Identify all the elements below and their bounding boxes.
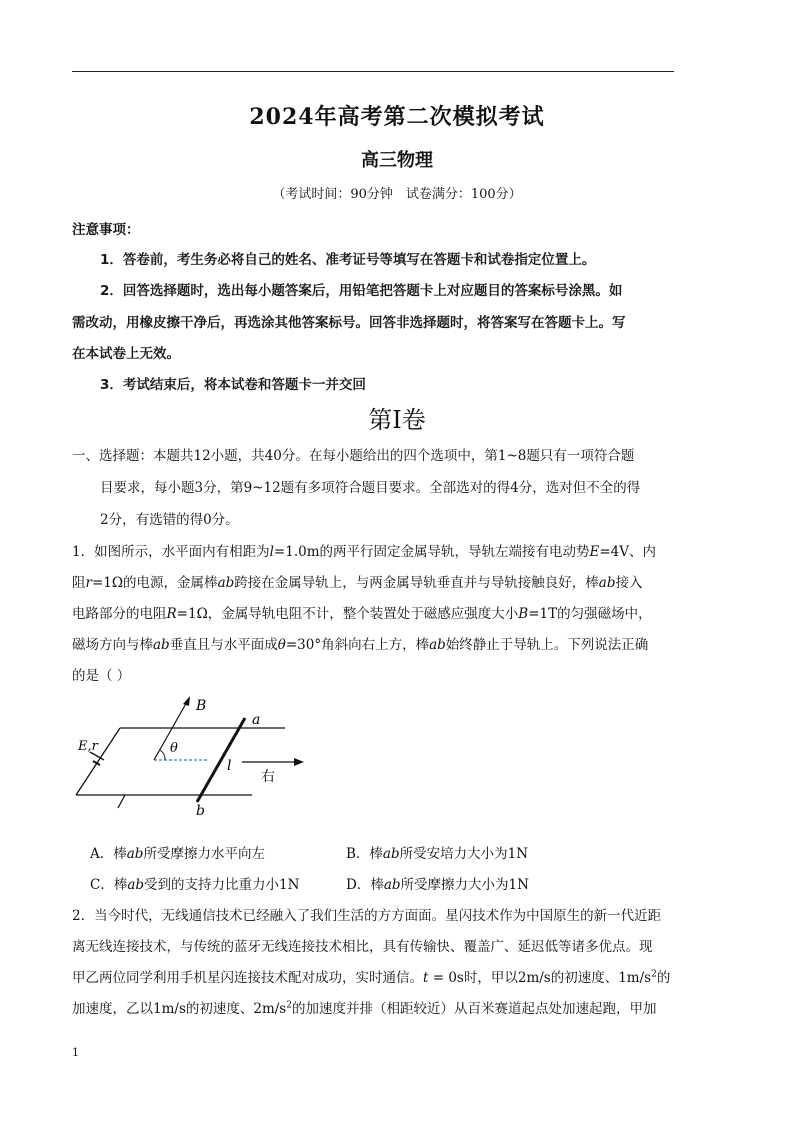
q1-line-5: 的是（ ） — [72, 668, 131, 684]
notice-item-2-line-3: 在本试卷上无效。 — [72, 346, 180, 362]
q1-option-c: C．棒ab受到的支持力比重力小1N — [90, 877, 300, 893]
section-instructions-line-2: 目要求，每小题3分，第9~12题有多项符合题目要求。全部选对的得4分，选对但不全的得 — [100, 480, 641, 496]
page-number: 1 — [72, 1046, 79, 1059]
notice-item-3: 3．考试结束后，将本试卷和答题卡一并交回 — [100, 377, 366, 393]
b-field-arrowhead — [183, 696, 190, 706]
exam-title: 2024年高考第二次模拟考试 — [249, 104, 545, 130]
label-a: a — [252, 712, 261, 728]
label-b: b — [196, 803, 205, 819]
q1-line-2: 阻r=1Ω的电源，金属棒ab跨接在金属导轨上，与两金属导轨垂直并与导轨接触良好，棒ab接入 — [72, 575, 643, 591]
section-instructions-line-3: 2分，有选错的得0分。 — [100, 512, 239, 528]
label-b-field: B — [196, 698, 207, 714]
section-title: 第Ⅰ卷 — [368, 406, 426, 434]
q1-line-4: 磁场方向与棒ab垂直且与水平面成θ=30°角斜向右上方，棒ab始终静止于导轨上。下列说法正确 — [72, 637, 649, 653]
notice-title: 注意事项： — [72, 222, 140, 238]
q1-circuit-figure — [70, 692, 320, 820]
q1-option-d: D．棒ab所受摩擦力大小为1N — [346, 877, 529, 893]
exam-info: （考试时间：90分钟 试卷满分：100分） — [272, 187, 522, 202]
right-arrowhead — [294, 758, 304, 766]
notice-item-1: 1．答卷前，考生务必将自己的姓名、准考证号等填写在答题卡和试卷指定位置上。 — [100, 252, 596, 268]
q1-line-3: 电路部分的电阻R=1Ω，金属导轨电阻不计，整个装置处于磁感应强度大小B=1T的匀强磁场中， — [72, 606, 652, 622]
section-instructions-line-1: 一、选择题：本题共12小题，共40分。在每小题给出的四个选项中，第1~8题只有一项符合题 — [72, 448, 635, 464]
top-rule — [72, 71, 674, 72]
q2-line-1: 2．当今时代，无线通信技术已经融入了我们生活的方方面面。星闪技术作为中国原生的新一代近距 — [72, 908, 662, 924]
subject-title: 高三物理 — [361, 150, 433, 171]
label-emf: E,r — [78, 739, 98, 754]
q1-line-1: 1．如图所示，水平面内有相距为l=1.0m的两平行固定金属导轨，导轨左端接有电动势E=4V、内 — [72, 544, 657, 560]
label-theta: θ — [170, 741, 178, 756]
q2-line-4: 加速度，乙以1m/s的初速度、$2m/s^2$的加速度并排（相距较近）从百米赛道起点处加速起跑，甲加 — [72, 1000, 657, 1017]
q2-line-3: 甲乙两位同学利用手机星闪连接技术配对成功，实时通信。t = 0s时，甲以2m/s的初速度、$1m/s^2$的 — [72, 969, 671, 986]
q2-line-2: 离无线连接技术，与传统的蓝牙无线连接技术相比，具有传输快、覆盖广、延迟低等诸多优点。现 — [72, 939, 653, 955]
q1-option-a: A．棒ab所受摩擦力水平向左 — [90, 846, 265, 862]
theta-arc — [160, 750, 165, 760]
bottom-stub — [118, 795, 125, 808]
label-right: 右 — [261, 769, 275, 785]
q1-option-b: B．棒ab所受安培力大小为1N — [346, 846, 529, 862]
notice-item-2-line-2: 需改动，用橡皮擦干净后，再选涂其他答案标号。回答非选择题时，将答案写在答题卡上。写 — [72, 315, 626, 331]
label-length: l — [227, 758, 232, 774]
notice-item-2-line-1: 2．回答选择题时，选出每小题答案后，用铅笔把答题卡上对应题目的答案标号涂黑。如 — [100, 283, 623, 299]
